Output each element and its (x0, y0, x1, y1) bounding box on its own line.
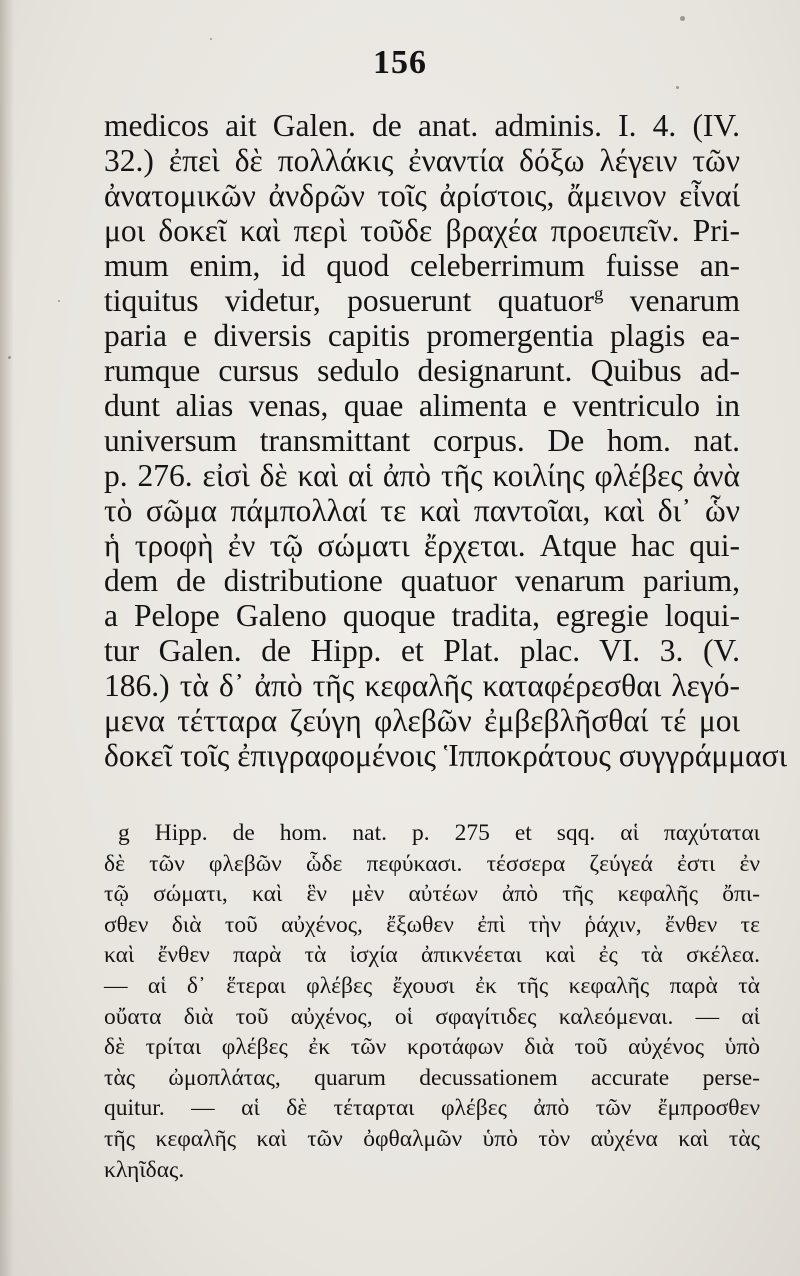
text-line: a Pelope Galeno quoque tradita, egregie loqui- (104, 598, 740, 633)
text-line: tur Galen. de Hipp. et Plat. plac. VI. 3. (V. (104, 633, 740, 668)
footnote-reference: g (593, 283, 604, 305)
text-line: universum transmittant corpus. De hom. nat. (104, 423, 740, 458)
text-line-with-footnote-ref (104, 283, 740, 318)
footnote-line: τῆς κεφαλῆς καὶ τῶν ὀφθαλμῶν ὑπὸ τὸν αὐχένα καὶ τὰς (104, 1125, 760, 1152)
page-number: 156 (373, 44, 427, 81)
text-line: ἡ τροφὴ ἐν τῷ σώματι ἔρχεται. Atque hac qui- (104, 528, 740, 563)
footnote-line: τὰς ὠμοπλάτας, quarum decussationem accurate perse- (104, 1064, 760, 1091)
text-line: p. 276. εἰσὶ δὲ καὶ αἱ ἀπὸ τῆς κοιλίης φλέβες ἀνὰ (104, 458, 740, 493)
text-fragment: tiquitus videtur, posuerunt quatuor (104, 283, 594, 318)
footnote-line: — αἱ δ᾽ ἕτεραι φλέβες ἔχουσι ἐκ τῆς κεφαλῆς παρὰ τὰ (104, 972, 760, 999)
main-text (104, 108, 788, 773)
text-line: τὸ σῶμα πάμπολλαί τε καὶ παντοῖαι, καὶ δι᾽ ὧν (104, 493, 740, 528)
text-line: ἀνατομικῶν ἀνδρῶν τοῖς ἀρίστοις, ἄμεινον εἶναί (104, 178, 740, 213)
text-line: 186.) τὰ δ᾽ ἀπὸ τῆς κεφαλῆς καταφέρεσθαι λεγό- (104, 668, 740, 703)
footnote-line: δὲ τῶν φλεβῶν ὧδε πεφύκασι. τέσσερα ζεύγεά ἐστι ἐν (104, 850, 760, 877)
footnote-line: οὔατα διὰ τοῦ αὐχένος, οἱ σφαγίτιδες καλεόμεναι. — αἱ (104, 1003, 760, 1030)
text-line: paria e diversis capitis promergentia plagis ea- (104, 318, 740, 353)
text-line: μοι δοκεῖ καὶ περὶ τοῦδε βραχέα προειπεῖν. Pri- (104, 213, 740, 248)
text-line: dunt alias venas, quae alimenta e ventriculo in (104, 388, 740, 423)
footnote-line: καὶ ἔνθεν παρὰ τὰ ἰσχία ἀπικνέεται καὶ ἐς τὰ σκέλεα. (104, 942, 760, 969)
footnote-line: τῷ σώματι, καὶ ἓν μὲν αὐτέων ἀπὸ τῆς κεφαλῆς ὄπι- (104, 881, 760, 908)
text-line: μενα τέτταρα ζεύγη φλεβῶν ἐμβεβλῆσθαί τέ μοι (104, 703, 740, 738)
footnote-line: κληῖδας. (104, 1156, 185, 1183)
text-line: 32.) ἐπεὶ δὲ πολλάκις ἐναντία δόξω λέγειν τῶν (104, 143, 740, 178)
footnote-line: g Hipp. de hom. nat. p. 275 et sqq. αἱ παχύταται (118, 820, 760, 846)
footnote (104, 818, 760, 1185)
text-line: dem de distributione quatuor venarum parium, (104, 563, 740, 598)
text-line: δοκεῖ τοῖς ἐπιγραφομένοις Ἱπποκράτους συγγράμμασι (104, 738, 788, 773)
footnote-line: quitur. — αἱ δὲ τέταρται φλέβες ἀπὸ τῶν ἔμπροσθεν (104, 1095, 760, 1122)
text-line: medicos ait Galen. de anat. adminis. I. 4. (IV. (104, 108, 740, 143)
text-line: mum enim, id quod celeberrimum fuisse an- (104, 248, 740, 283)
text-line: rumque cursus sedulo designarunt. Quibus ad- (104, 353, 740, 388)
footnote-line: σθεν διὰ τοῦ αὐχένος, ἔξωθεν ἐπὶ τὴν ῥάχιν, ἔνθεν τε (104, 911, 760, 938)
page-gutter-shadow (0, 0, 14, 1276)
footnote-line: δὲ τρίται φλέβες ἐκ τῶν κροτάφων διὰ τοῦ αὐχένος ὑπὸ (104, 1034, 760, 1061)
text-fragment: venarum (603, 283, 740, 318)
